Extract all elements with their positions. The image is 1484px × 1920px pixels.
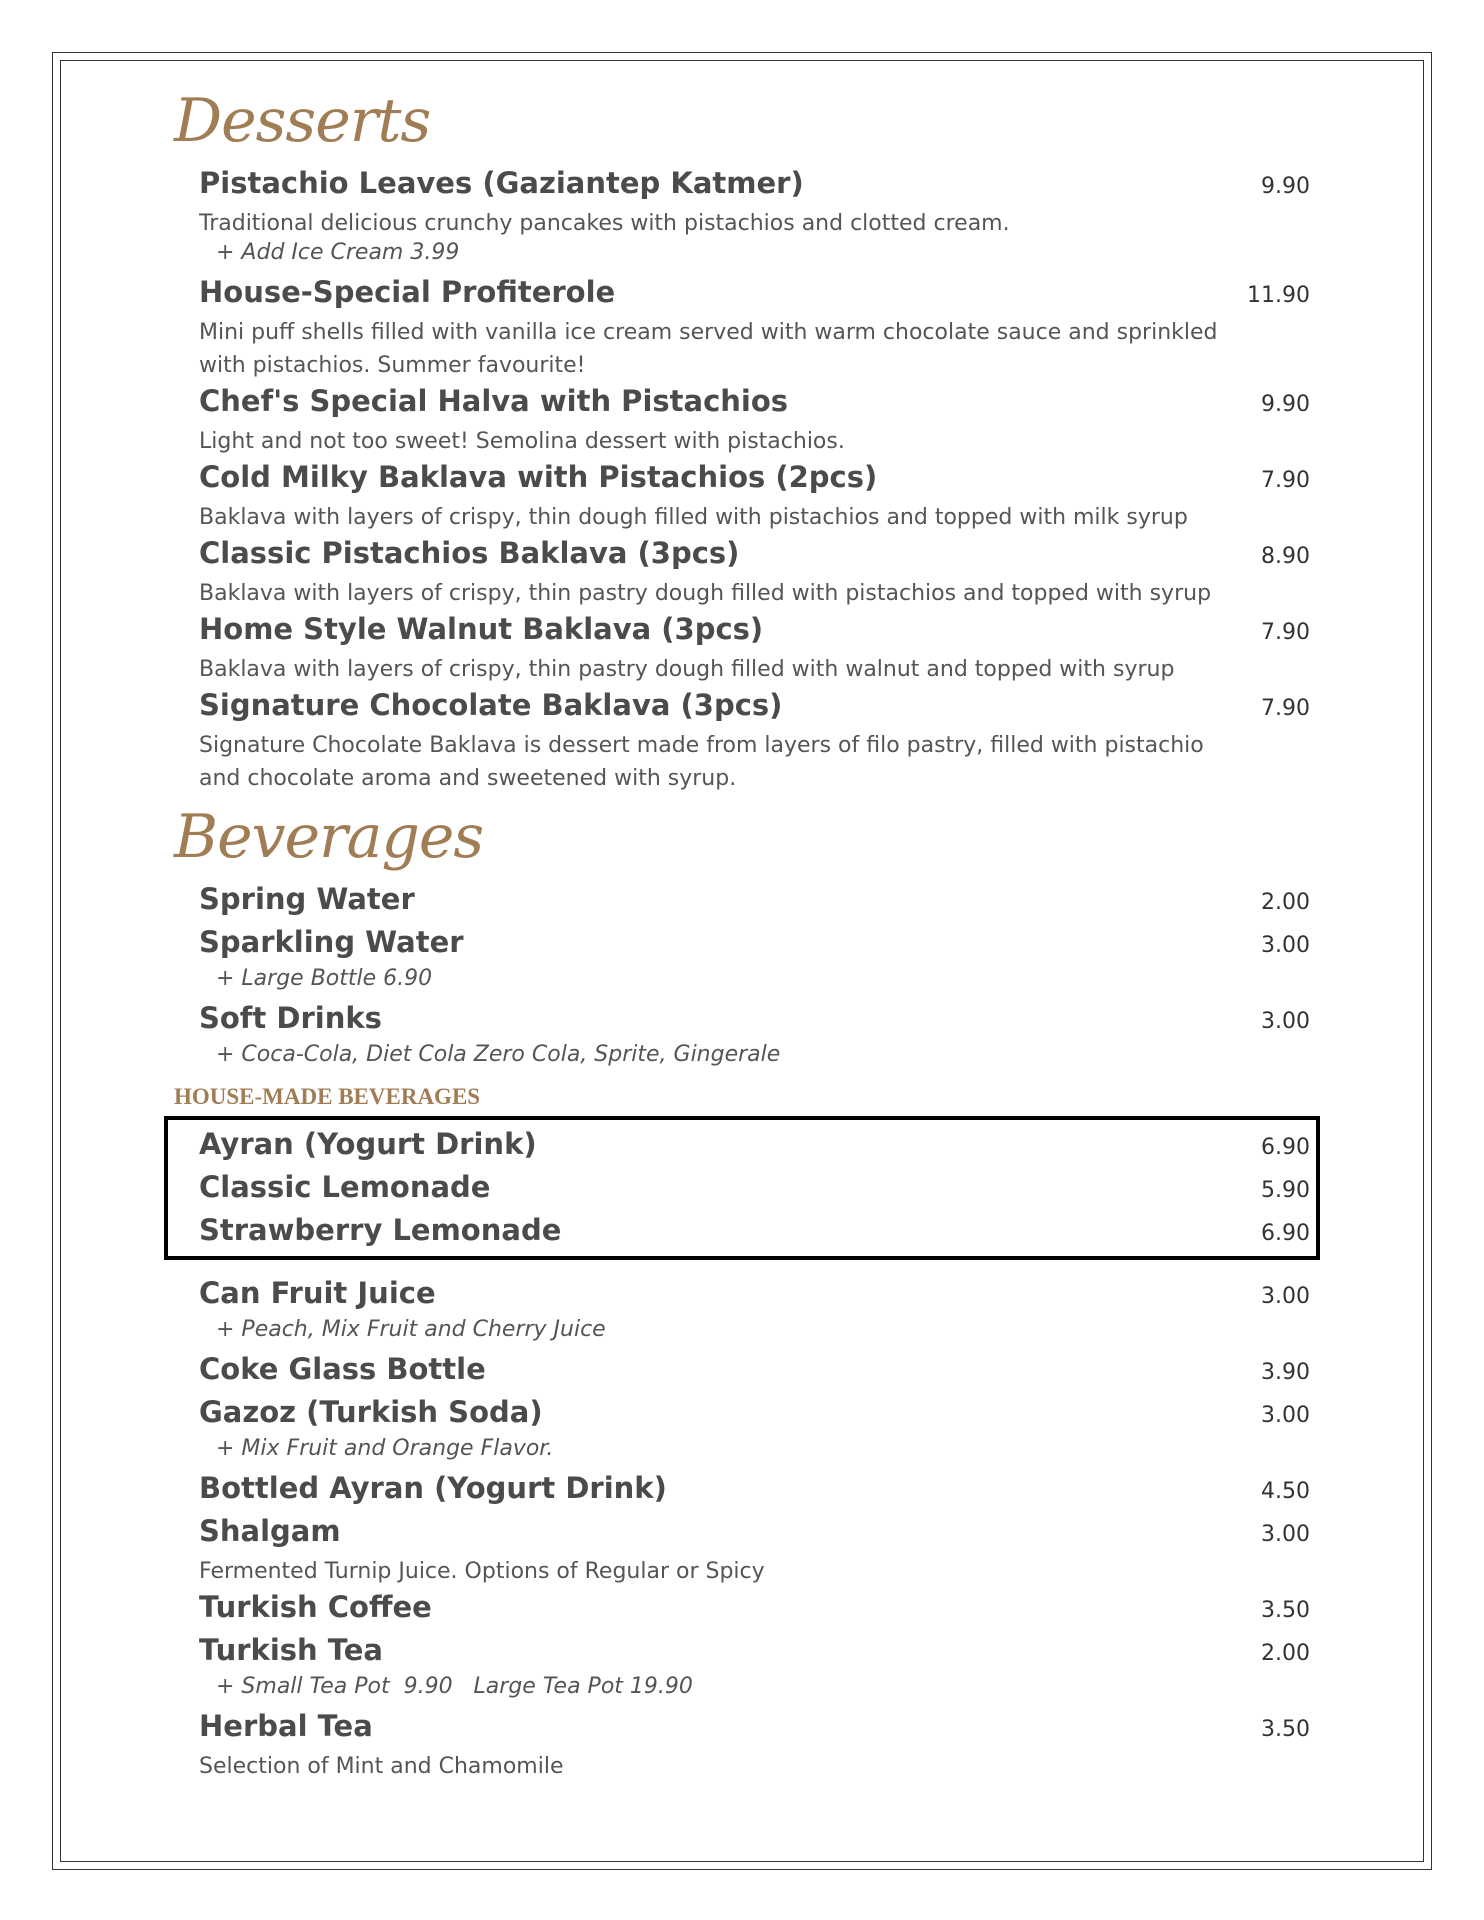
item-price: 9.90	[1261, 392, 1310, 417]
item-addon: + Peach, Mix Fruit and Cherry Juice	[216, 1317, 606, 1342]
item-price: 6.90	[1261, 1135, 1310, 1160]
item-name: Coke Glass Bottle	[199, 1352, 486, 1386]
item-price: 3.00	[1261, 1522, 1310, 1547]
item-name: House-Special Profiterole	[199, 275, 616, 309]
item-price: 5.90	[1261, 1178, 1310, 1203]
item-addon: + Large Bottle 6.90	[216, 966, 433, 991]
item-name: Gazoz (Turkish Soda)	[199, 1395, 543, 1429]
item-price: 9.90	[1261, 174, 1310, 199]
item-price: 3.90	[1261, 1360, 1310, 1385]
item-addon: + Coca-Cola, Diet Cola Zero Cola, Sprite, Gingerale	[216, 1042, 781, 1067]
item-price: 3.00	[1261, 1403, 1310, 1428]
item-name: Cold Milky Baklava with Pistachios (2pcs)	[199, 460, 878, 494]
item-name: Chef's Special Halva with Pistachios	[199, 384, 789, 418]
item-price: 7.90	[1261, 620, 1310, 645]
item-description: Light and not too sweet! Semolina dessert with pistachios.	[199, 429, 845, 454]
item-name: Home Style Walnut Baklava (3pcs)	[199, 612, 764, 646]
item-name: Spring Water	[199, 882, 415, 916]
item-name: Ayran (Yogurt Drink)	[199, 1127, 537, 1161]
item-price: 3.00	[1261, 933, 1310, 958]
item-name: Bottled Ayran (Yogurt Drink)	[199, 1471, 667, 1505]
item-price: 4.50	[1261, 1479, 1310, 1504]
item-description: Fermented Turnip Juice. Options of Regular or Spicy	[199, 1559, 765, 1584]
item-description: Baklava with layers of crispy, thin pastry dough filled with walnut and topped with syrup	[199, 657, 1175, 682]
item-price: 3.00	[1261, 1284, 1310, 1309]
item-name: Signature Chocolate Baklava (3pcs)	[199, 688, 783, 722]
item-addon: + Small Tea Pot 9.90 Large Tea Pot 19.90	[216, 1674, 693, 1699]
item-price: 3.50	[1261, 1598, 1310, 1623]
item-addon: + Add Ice Cream 3.99	[216, 240, 460, 265]
item-name: Classic Pistachios Baklava (3pcs)	[199, 536, 740, 570]
item-description: Baklava with layers of crispy, thin dough filled with pistachios and topped with milk syrup	[199, 505, 1188, 530]
item-price: 7.90	[1261, 468, 1310, 493]
item-price: 7.90	[1261, 696, 1310, 721]
item-description: Baklava with layers of crispy, thin pastry dough filled with pistachios and topped with syrup	[199, 581, 1212, 606]
item-price: 2.00	[1261, 890, 1310, 915]
item-price: 8.90	[1261, 544, 1310, 569]
item-price: 3.50	[1261, 1717, 1310, 1742]
item-name: Sparkling Water	[199, 925, 464, 959]
item-price: 6.90	[1261, 1221, 1310, 1246]
item-name: Turkish Coffee	[199, 1590, 432, 1624]
item-price: 11.90	[1247, 283, 1310, 308]
item-description: Selection of Mint and Chamomile	[199, 1754, 564, 1779]
item-description: Signature Chocolate Baklava is dessert made from layers of filo pastry, filled with pistachio and chocolate aroma and sweetened with syrup.	[199, 733, 1204, 791]
item-description: Traditional delicious crunchy pancakes with pistachios and clotted cream.	[199, 211, 1010, 236]
item-price: 3.00	[1261, 1009, 1310, 1034]
subheading-house-made-beverages: HOUSE-MADE BEVERAGES	[174, 1084, 481, 1109]
item-addon: + Mix Fruit and Orange Flavor.	[216, 1436, 554, 1461]
item-name: Turkish Tea	[199, 1633, 383, 1667]
section-title-desserts: Desserts	[174, 86, 431, 156]
section-title-beverages: Beverages	[174, 802, 484, 872]
item-price: 2.00	[1261, 1641, 1310, 1666]
item-name: Pistachio Leaves (Gaziantep Katmer)	[199, 166, 804, 200]
item-name: Classic Lemonade	[199, 1170, 491, 1204]
item-name: Shalgam	[199, 1514, 341, 1548]
item-name: Herbal Tea	[199, 1709, 373, 1743]
item-name: Can Fruit Juice	[199, 1276, 436, 1310]
item-name: Strawberry Lemonade	[199, 1213, 562, 1247]
item-description: Mini puff shells filled with vanilla ice cream served with warm chocolate sauce and sprinkled with pistachios. Summer favourite!	[199, 320, 1218, 378]
item-name: Soft Drinks	[199, 1001, 382, 1035]
